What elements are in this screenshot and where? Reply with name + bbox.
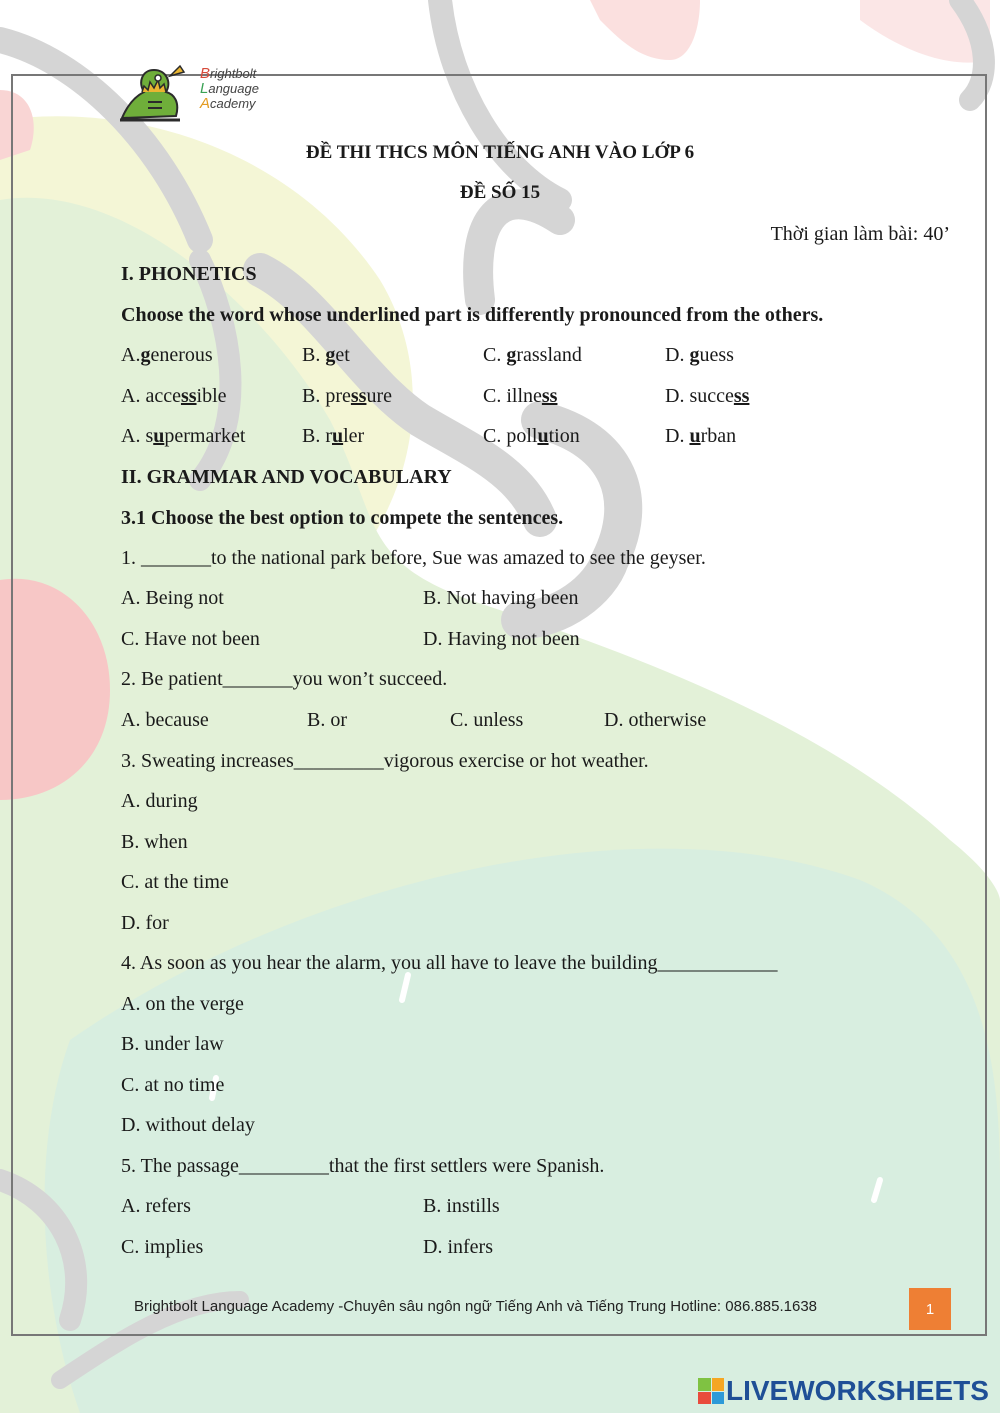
question-2-option-d[interactable]: D. otherwise [604, 709, 707, 731]
question-2-option-a[interactable]: A. because [121, 709, 209, 731]
question-2-option-c[interactable]: C. unless [450, 709, 524, 731]
question-3-option-d[interactable]: D. for [121, 912, 169, 934]
question-1: 1. _______to the national park before, Sue was amazed to see the geyser. [121, 547, 706, 569]
liveworksheets-text: LIVEWORKSHEETS [726, 1375, 989, 1406]
phonetics-option: B. pressure [302, 385, 393, 407]
phonetics-heading: I. PHONETICS [121, 263, 257, 285]
question-4-option-b[interactable]: B. under law [121, 1033, 224, 1055]
question-5: 5. The passage_________that the first settlers were Spanish. [121, 1155, 605, 1177]
question-1-option-c[interactable]: C. Have not been [121, 628, 260, 650]
question-4-option-a[interactable]: A. on the verge [121, 993, 244, 1015]
question-5-option-c[interactable]: C. implies [121, 1236, 204, 1258]
page-footer: Brightbolt Language Academy -Chuyên sâu ngôn ngữ Tiếng Anh và Tiếng Trung Hotline: 086.885.1638 [134, 1298, 818, 1315]
phonetics-option: D. success [665, 385, 750, 407]
phonetics-instruction: Choose the word whose underlined part is differently pronounced from the others. [121, 304, 824, 326]
question-3-option-b[interactable]: B. when [121, 831, 188, 853]
exam-title: ĐỀ THI THCS MÔN TIẾNG ANH VÀO LỚP 6 [305, 142, 695, 163]
question-5-option-d[interactable]: D. infers [423, 1236, 493, 1258]
grammar-instruction: 3.1 Choose the best option to compete the sentences. [121, 507, 564, 529]
exam-number: ĐỀ SỐ 15 [459, 182, 541, 203]
question-2-option-b[interactable]: B. or [307, 709, 347, 731]
phonetics-option: A. accessible [121, 385, 227, 407]
time-limit: Thời gian làm bài: 40’ [770, 223, 950, 245]
question-1-option-b[interactable]: B. Not having been [423, 587, 579, 609]
question-1-option-d[interactable]: D. Having not been [423, 628, 580, 650]
question-1-option-a[interactable]: A. Being not [121, 587, 224, 609]
phonetics-option: D. urban [665, 425, 737, 447]
liveworksheets-watermark [698, 1375, 989, 1407]
phonetics-option: A. supermarket [121, 425, 246, 447]
phonetics-option: C. pollution [483, 425, 580, 447]
phonetics-option: A.generous [121, 344, 213, 366]
question-4: 4. As soon as you hear the alarm, you all have to leave the building____________ [121, 952, 778, 974]
logo-line-1: Brightbolt [200, 65, 257, 82]
phonetics-option: C. illness [483, 385, 558, 407]
question-5-option-b[interactable]: B. instills [423, 1195, 500, 1217]
phonetics-option: D. guess [665, 344, 734, 366]
phonetics-option: B. get [302, 344, 350, 366]
question-3: 3. Sweating increases_________vigorous exercise or hot weather. [121, 750, 649, 772]
question-3-option-c[interactable]: C. at the time [121, 871, 229, 893]
phonetics-option: B. ruler [302, 425, 365, 447]
phonetics-option: C. grassland [483, 344, 582, 366]
question-3-option-a[interactable]: A. during [121, 790, 198, 812]
question-4-option-c[interactable]: C. at no time [121, 1074, 225, 1096]
liveworksheets-icon [698, 1378, 724, 1404]
logo-line-3: Academy [200, 95, 256, 112]
logo-text [200, 66, 259, 111]
academy-logo [118, 58, 278, 128]
logo-line-2: Language [200, 80, 259, 97]
question-2: 2. Be patient_______you won’t succeed. [121, 668, 448, 690]
dragon-mascot-icon [118, 58, 196, 124]
question-5-option-a[interactable]: A. refers [121, 1195, 191, 1217]
page-number: 1 [909, 1288, 951, 1330]
grammar-heading: II. GRAMMAR AND VOCABULARY [121, 466, 452, 488]
question-4-option-d[interactable]: D. without delay [121, 1114, 255, 1136]
